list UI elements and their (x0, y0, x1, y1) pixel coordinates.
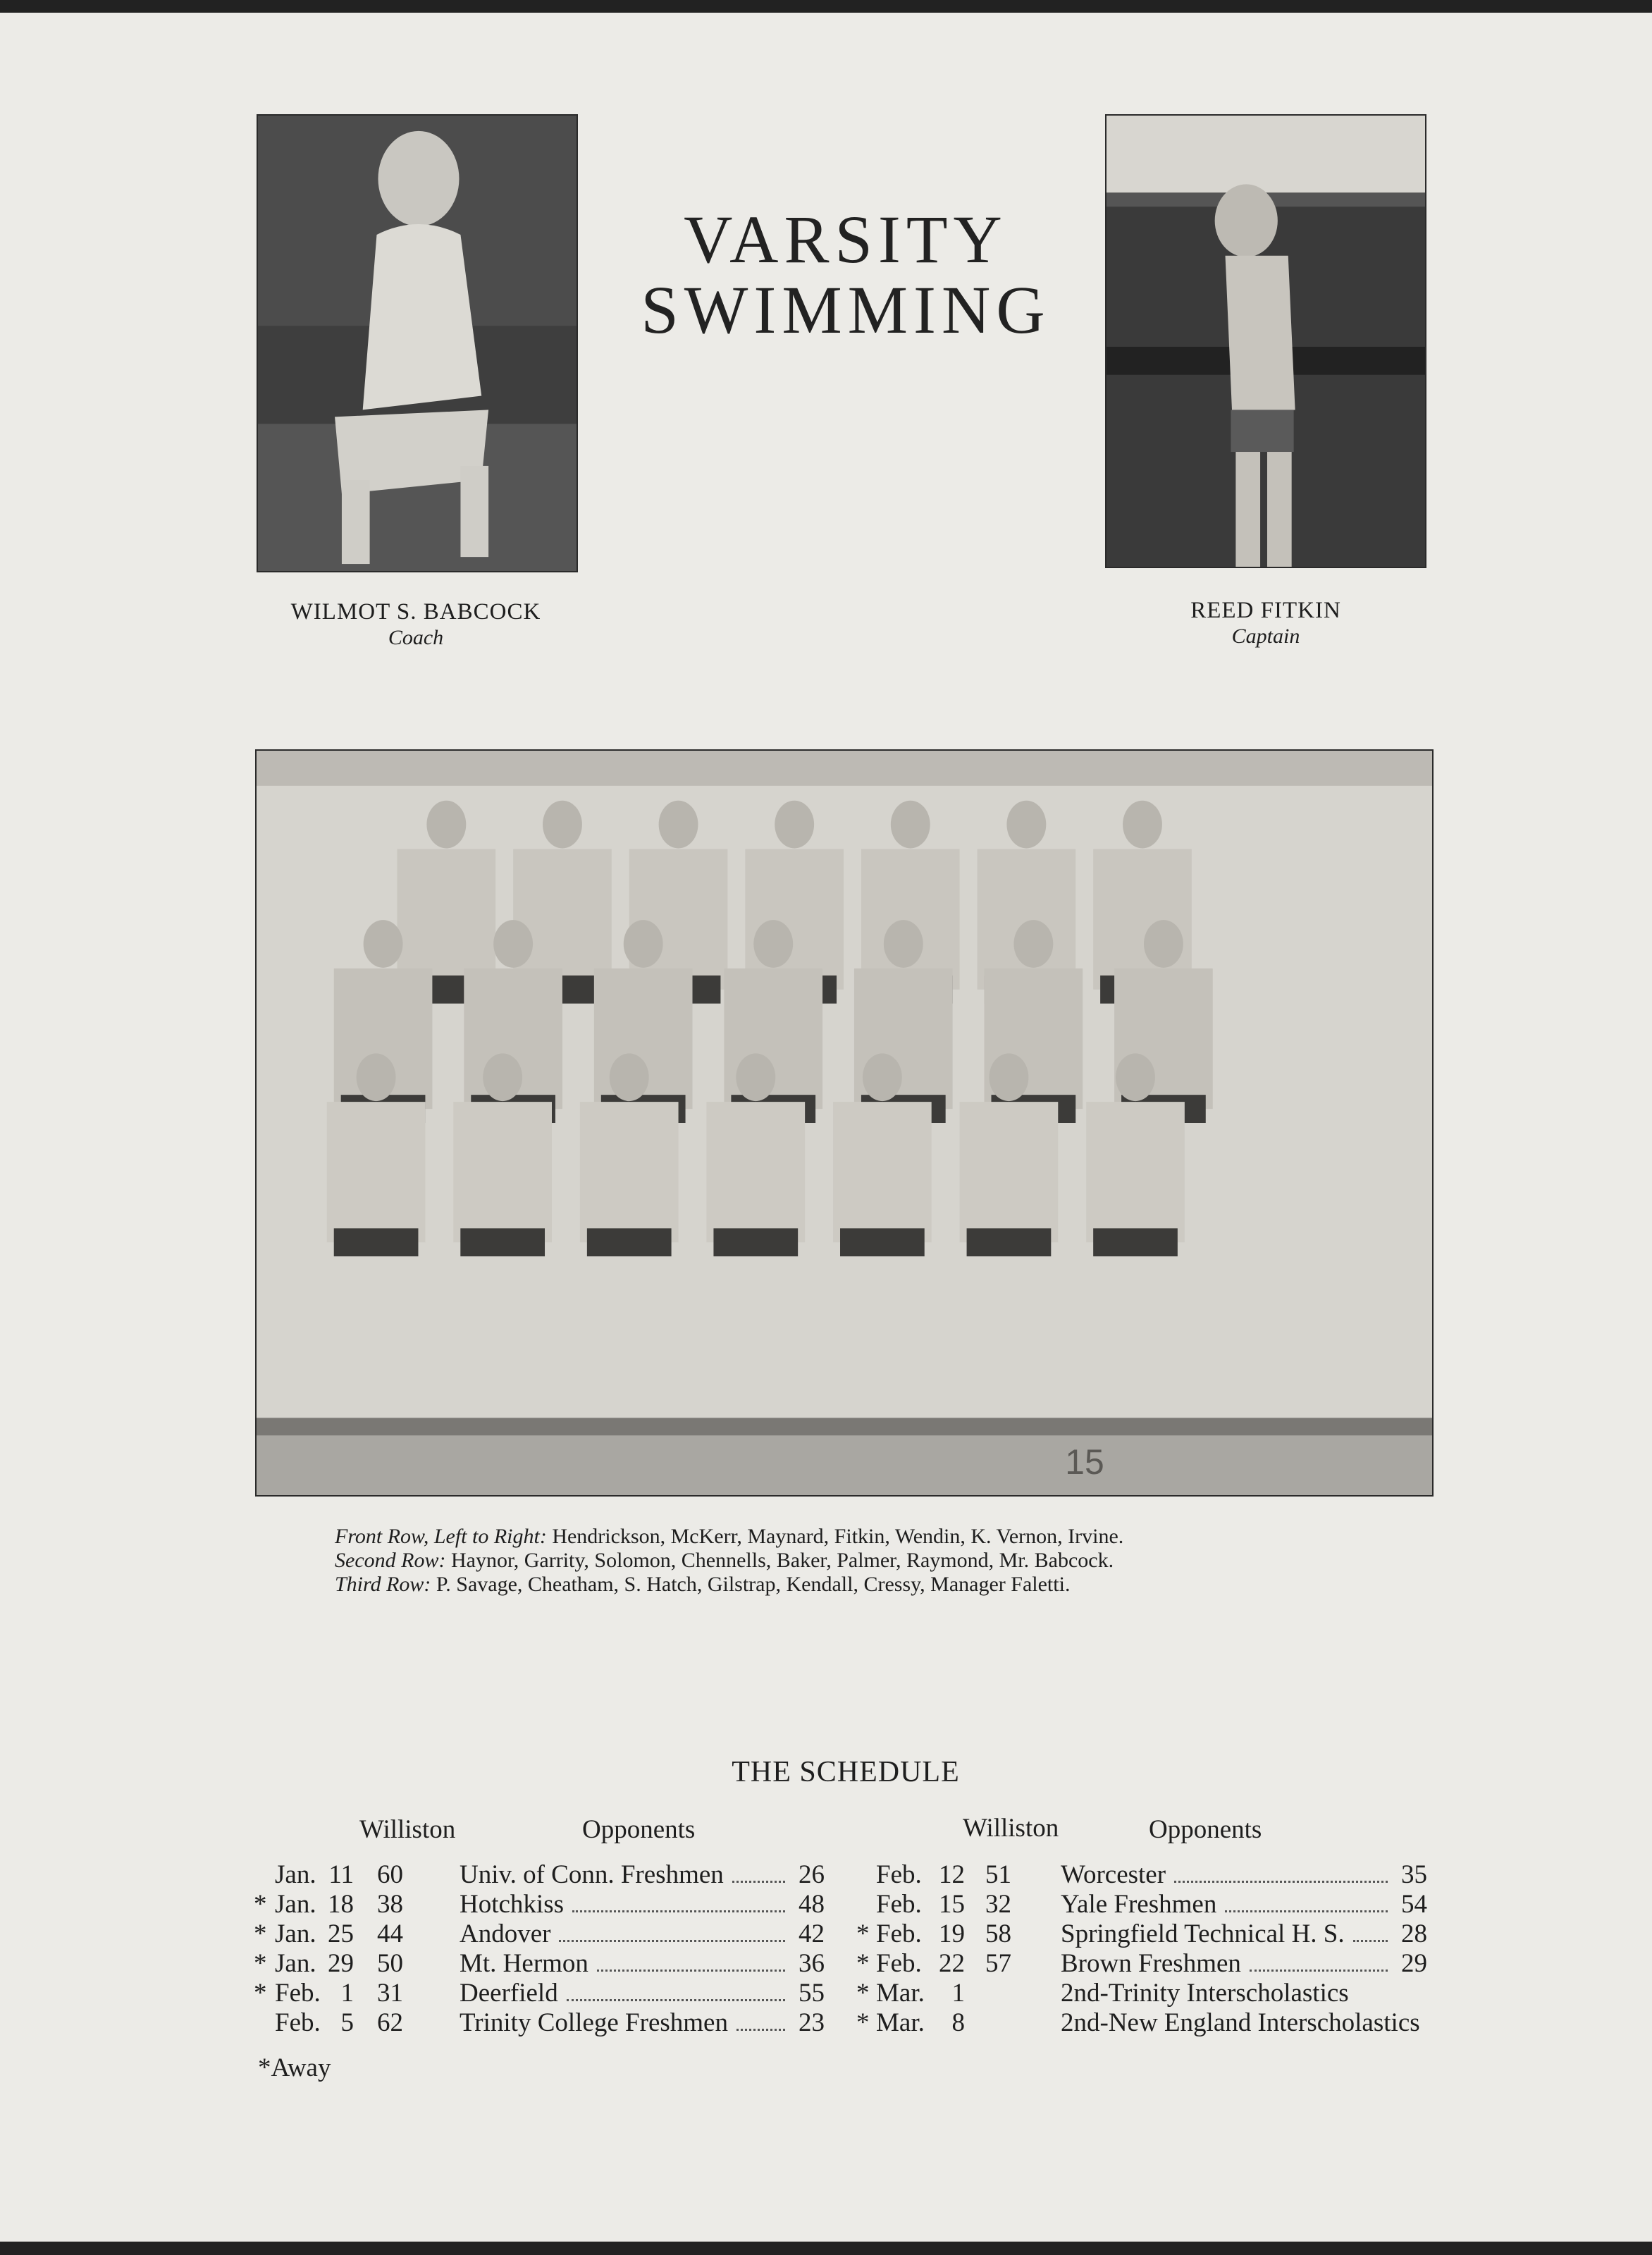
roster-row-label: Second Row: (335, 1549, 446, 1572)
game-day: 22 (939, 1949, 965, 1978)
swimmer-head (493, 920, 533, 968)
game-day: 19 (939, 1919, 965, 1948)
opponent-score: 55 (799, 1979, 825, 2008)
dot-leader (597, 1970, 785, 1972)
williston-score: 57 (985, 1949, 1011, 1978)
game-month: Feb. (275, 1979, 321, 2008)
swimmer-head (990, 1053, 1029, 1101)
title-line-2: SWIMMING (641, 272, 1051, 348)
coach-role: Coach (388, 626, 444, 649)
swimmer-head (1144, 920, 1183, 968)
left-opponents-header: Opponents (582, 1815, 696, 1844)
swimmer-head (610, 1053, 649, 1101)
game-day: 15 (939, 1890, 965, 1919)
dot-leader (732, 1881, 785, 1883)
opponent-name: Springfield Technical H. S. (1061, 1919, 1345, 1948)
game-month: Mar. (876, 1979, 925, 2008)
swimmer-head (1013, 920, 1053, 968)
roster-row-names: P. Savage, Cheatham, S. Hatch, Gilstrap, Kendall, Cressy, Manager Faletti. (436, 1573, 1071, 1596)
roster-front-row (335, 1525, 1462, 1549)
williston-score: 32 (985, 1890, 1011, 1919)
opponent-score: 29 (1401, 1949, 1427, 1978)
schedule-row (254, 1948, 832, 1978)
swimmer-trunks (1093, 1228, 1178, 1256)
game-month: Feb. (876, 1919, 922, 1948)
page-bottom-edge (0, 2242, 1652, 2255)
game-day: 25 (328, 1919, 354, 1948)
swimmer-body (327, 1102, 426, 1242)
schedule-row (856, 1919, 1434, 1948)
dot-leader (1174, 1881, 1388, 1883)
swimmer-head (483, 1053, 522, 1101)
opponent-name: Worcester (1061, 1860, 1166, 1889)
schedule-row (856, 1860, 1434, 1889)
away-footnote: *Away (258, 2053, 331, 2082)
swimmer-head (426, 801, 466, 849)
game-month: Feb. (876, 1890, 922, 1919)
game-day: 8 (951, 2008, 965, 2037)
swimmer-head (884, 920, 923, 968)
opponent-name: Andover (460, 1919, 551, 1948)
page-title (606, 202, 1085, 348)
swimmer-head (1123, 801, 1162, 849)
swimmer-body (453, 1102, 552, 1242)
schedule-right-column (856, 1860, 1434, 2037)
game-day: 18 (328, 1890, 354, 1919)
williston-score: 60 (377, 1860, 403, 1889)
williston-score: 51 (985, 1860, 1011, 1889)
game-month: Jan. (275, 1919, 316, 1948)
swimmer-head (863, 1053, 902, 1101)
swimmer-head (753, 920, 793, 968)
opponent-name: Mt. Hermon (460, 1949, 588, 1978)
away-mark: * (254, 1890, 267, 1919)
game-month: Jan. (275, 1890, 316, 1919)
game-month: Mar. (876, 2008, 925, 2037)
opponent-name: Yale Freshmen (1061, 1890, 1217, 1919)
williston-score: 38 (377, 1890, 403, 1919)
title-line-1: VARSITY (684, 202, 1008, 277)
game-day: 1 (951, 1979, 965, 2008)
swimmer-head (357, 1053, 396, 1101)
right-opponents-header: Opponents (1149, 1815, 1262, 1844)
captain-name: REED FITKIN (1190, 598, 1341, 623)
opponent-name: Brown Freshmen (1061, 1949, 1241, 1978)
game-day: 29 (328, 1949, 354, 1978)
team-photo (255, 749, 1434, 1497)
swimmer-head (624, 920, 663, 968)
swimmer-head (1116, 1053, 1155, 1101)
coach-name: WILMOT S. BABCOCK (290, 599, 541, 625)
roster-caption (335, 1525, 1462, 1597)
schedule-row (254, 2008, 832, 2037)
opponent-name: Trinity College Freshmen (460, 2008, 728, 2037)
opponent-score: 48 (799, 1890, 825, 1919)
dot-leader (1225, 1910, 1388, 1912)
swimmer-trunks (713, 1228, 798, 1256)
coach-photo (257, 114, 578, 572)
roster-row-label: Third Row: (335, 1573, 431, 1596)
williston-score: 31 (377, 1979, 403, 2008)
away-mark: * (254, 1979, 267, 2008)
schedule-row (254, 1978, 832, 2008)
opponent-score: 28 (1401, 1919, 1427, 1948)
game-month: Feb. (876, 1949, 922, 1978)
schedule-row (254, 1860, 832, 1889)
game-month: Feb. (876, 1860, 922, 1889)
roster-row-names: Haynor, Garrity, Solomon, Chennells, Baker, Palmer, Raymond, Mr. Babcock. (450, 1549, 1114, 1572)
swimmer-trunks (334, 1228, 419, 1256)
swimmer-trunks (840, 1228, 925, 1256)
opponent-name: Deerfield (460, 1979, 558, 2008)
away-mark: * (856, 1979, 870, 2008)
roster-row-label: Front Row, Left to Right: (335, 1525, 547, 1548)
game-month: Feb. (275, 2008, 321, 2037)
game-month: Jan. (275, 1860, 316, 1889)
opponent-name: Hotchkiss (460, 1890, 564, 1919)
williston-score: 44 (377, 1919, 403, 1948)
swimmer-head (891, 801, 930, 849)
dot-leader (572, 1910, 785, 1912)
opponent-name: 2nd-New England Interscholastics (1061, 2008, 1420, 2037)
williston-score: 58 (985, 1919, 1011, 1948)
game-day: 12 (939, 1860, 965, 1889)
away-mark: * (856, 1949, 870, 1978)
away-mark: * (254, 1949, 267, 1978)
away-mark: * (254, 1919, 267, 1948)
opponent-score: 26 (799, 1860, 825, 1889)
schedule-row (856, 2008, 1434, 2037)
opponent-score: 54 (1401, 1890, 1427, 1919)
schedule-row (254, 1919, 832, 1948)
opponent-score: 36 (799, 1949, 825, 1978)
schedule-row (254, 1889, 832, 1919)
williston-score: 50 (377, 1949, 403, 1978)
schedule-row (856, 1948, 1434, 1978)
away-mark: * (856, 2008, 870, 2037)
swimmer-head (364, 920, 403, 968)
dot-leader (1250, 1970, 1388, 1972)
swimmer-body (1086, 1102, 1185, 1242)
dot-leader (736, 2029, 785, 2031)
swimmer-body (833, 1102, 932, 1242)
swimmer-body (580, 1102, 679, 1242)
swimmer-head (736, 1053, 775, 1101)
game-day: 5 (340, 2008, 354, 2037)
swimmer-body (706, 1102, 805, 1242)
swimmer-head (543, 801, 582, 849)
game-month: Jan. (275, 1949, 316, 1978)
schedule-left-column (254, 1860, 832, 2037)
roster-row-names: Hendrickson, McKerr, Maynard, Fitkin, Wendin, K. Vernon, Irvine. (552, 1525, 1124, 1548)
dot-leader (1353, 1940, 1388, 1942)
captain-photo (1105, 114, 1426, 568)
game-day: 1 (340, 1979, 354, 2008)
swimmer-trunks (587, 1228, 672, 1256)
game-day: 11 (328, 1860, 354, 1889)
opponent-score: 35 (1401, 1860, 1427, 1889)
schedule-row (856, 1978, 1434, 2008)
page-top-edge (0, 0, 1652, 13)
opponent-score: 42 (799, 1919, 825, 1948)
opponent-score: 23 (799, 2008, 825, 2037)
swimmer-trunks (967, 1228, 1052, 1256)
left-williston-header: Williston (359, 1815, 456, 1844)
schedule-title: THE SCHEDULE (732, 1756, 960, 1788)
swimmer-head (659, 801, 698, 849)
opponent-name: 2nd-Trinity Interscholastics (1061, 1979, 1349, 2008)
swimmer-trunks (460, 1228, 545, 1256)
lane-marker: 15 (1065, 1442, 1104, 1482)
swimmer-head (775, 801, 814, 849)
dot-leader (559, 1940, 785, 1942)
schedule-row (856, 1889, 1434, 1919)
dot-leader (567, 1999, 785, 2001)
williston-score: 62 (377, 2008, 403, 2037)
away-mark: * (856, 1919, 870, 1948)
right-williston-header: Williston (963, 1814, 1059, 1843)
swimmer-body (960, 1102, 1059, 1242)
roster-second-row (335, 1549, 1462, 1573)
swimmer-head (1006, 801, 1046, 849)
roster-third-row (335, 1573, 1462, 1597)
captain-role: Captain (1231, 625, 1300, 648)
opponent-name: Univ. of Conn. Freshmen (460, 1860, 724, 1889)
